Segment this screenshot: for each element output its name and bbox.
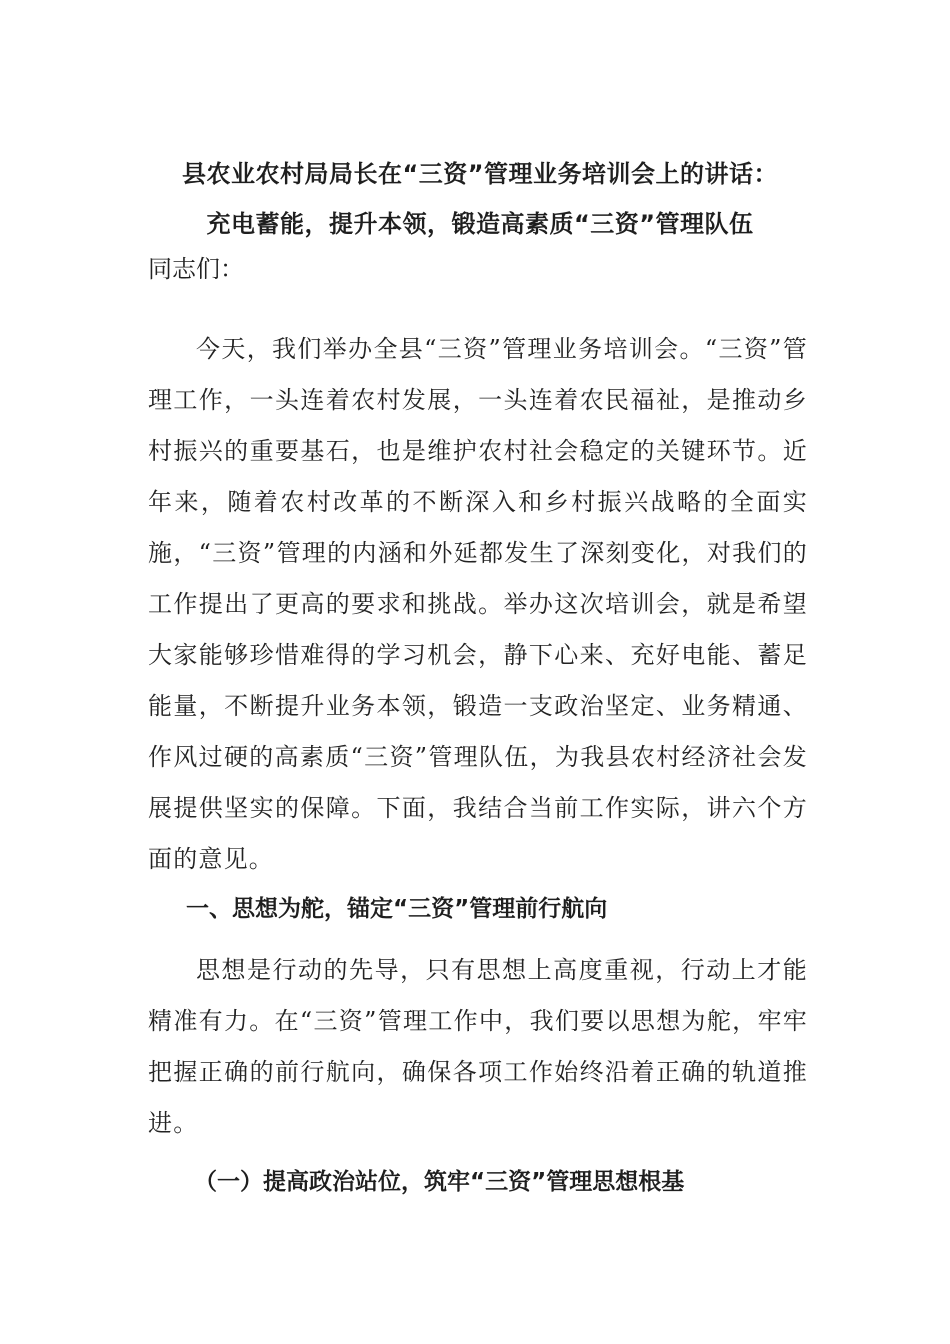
document-title-line-2: 充电蓄能，提升本领，锻造高素质“三资”管理队伍 xyxy=(206,210,754,238)
document-title-line-1: 县农业农村局局长在“三资”管理业务培训会上的讲话： xyxy=(181,160,779,188)
subsection-heading-1: （一）提高政治站位，筑牢“三资”管理思想根基 xyxy=(194,1169,685,1195)
salutation: 同志们： xyxy=(148,255,244,283)
body-paragraph-intro: 今天，我们举办全县“三资”管理业务培训会。“三资”管理工作，一头连着农村发展，一头连着农民福祉，是推动乡村振兴的重要基石，也是维护农村社会稳定的关键环节。近年来，随着农村改革的不断深入和乡村振兴战略的全面实施，“三资”管理的内涵和外延都发生了深刻变化，对我们的工作提出了更高的要求和挑战。举办这次培训会，就是希望大家能够珍惜难得的学习机会，静下心来、充好电能、蓄足能量，不断提升业务本领，锻造一支政治坚定、业务精通、作风过硬的高素质“三资”管理队伍，为我县农村经济社会发展提供坚实的保障。下面，我结合当前工作实际，讲六个方面的意见。 xyxy=(148,335,808,873)
section-heading-1: 一、思想为舵，锚定“三资”管理前行航向 xyxy=(186,896,608,922)
body-paragraph-section-1: 思想是行动的先导，只有思想上高度重视，行动上才能精准有力。在“三资”管理工作中，我们要以思想为舵，牢牢把握正确的前行航向，确保各项工作始终沿着正确的轨道推进。 xyxy=(148,956,808,1137)
